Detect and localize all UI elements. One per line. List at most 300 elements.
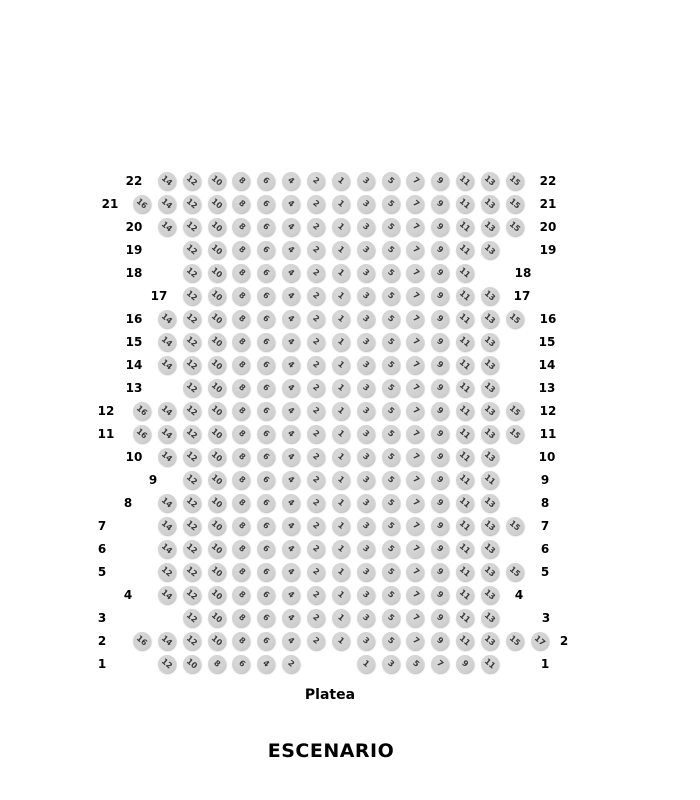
seat-row21-num4[interactable]: [282, 195, 300, 213]
seat-row22-num13[interactable]: [481, 172, 499, 190]
seat-row1-num6[interactable]: [232, 655, 250, 673]
seat-row4-num4[interactable]: [282, 586, 300, 604]
seat-row21-num9[interactable]: [431, 195, 449, 213]
seat-row19-num7[interactable]: [406, 241, 424, 259]
seat-row10-num10[interactable]: [208, 448, 226, 466]
seat-row16-num1[interactable]: [332, 310, 350, 328]
seat-row19-num3[interactable]: [357, 241, 375, 259]
seat-row3-num8[interactable]: [232, 609, 250, 627]
seat-row22-num4[interactable]: [282, 172, 300, 190]
seat-row2-num1[interactable]: [332, 632, 350, 650]
seat-row4-num3[interactable]: [357, 586, 375, 604]
seat-row9-num11[interactable]: [481, 471, 499, 489]
seat-row18-num5[interactable]: [382, 264, 400, 282]
seat-row6-num7[interactable]: [406, 540, 424, 558]
seat-row9-num8[interactable]: [232, 471, 250, 489]
seat-row11-num11[interactable]: [456, 425, 474, 443]
seat-row14-num8[interactable]: [232, 356, 250, 374]
seat-row11-num15[interactable]: [506, 425, 524, 443]
seat-row19-num1[interactable]: [332, 241, 350, 259]
seat-row18-num2[interactable]: [307, 264, 325, 282]
seat-row6-num10[interactable]: [208, 540, 226, 558]
seat-row12-num11[interactable]: [456, 402, 474, 420]
seat-row16-num10[interactable]: [208, 310, 226, 328]
seat-row9-num11[interactable]: [456, 471, 474, 489]
seat-row16-num3[interactable]: [357, 310, 375, 328]
seat-row22-num12[interactable]: [183, 172, 201, 190]
seat-row20-num4[interactable]: [282, 218, 300, 236]
seat-row22-num14[interactable]: [158, 172, 176, 190]
seat-row21-num1[interactable]: [332, 195, 350, 213]
seat-row11-num14[interactable]: [158, 425, 176, 443]
seat-row13-num2[interactable]: [307, 379, 325, 397]
seat-row2-num15[interactable]: [506, 632, 524, 650]
seat-row20-num8[interactable]: [232, 218, 250, 236]
seat-row3-num4[interactable]: [282, 609, 300, 627]
seat-row17-num6[interactable]: [257, 287, 275, 305]
seat-row16-num12[interactable]: [183, 310, 201, 328]
seat-row19-num4[interactable]: [282, 241, 300, 259]
seat-row4-num10[interactable]: [208, 586, 226, 604]
seat-row10-num12[interactable]: [183, 448, 201, 466]
seat-row5-num3[interactable]: [357, 563, 375, 581]
seat-row17-num11[interactable]: [456, 287, 474, 305]
seat-row11-num5[interactable]: [382, 425, 400, 443]
seat-row2-num12[interactable]: [183, 632, 201, 650]
seat-row12-num6[interactable]: [257, 402, 275, 420]
seat-row10-num3[interactable]: [357, 448, 375, 466]
seat-row4-num8[interactable]: [232, 586, 250, 604]
seat-row2-num17[interactable]: [531, 632, 549, 650]
seat-row18-num4[interactable]: [282, 264, 300, 282]
seat-row15-num2[interactable]: [307, 333, 325, 351]
seat-row7-num13[interactable]: [481, 517, 499, 535]
seat-row12-num3[interactable]: [357, 402, 375, 420]
seat-row21-num5[interactable]: [382, 195, 400, 213]
seat-row7-num6[interactable]: [257, 517, 275, 535]
seat-row13-num12[interactable]: [183, 379, 201, 397]
seat-row7-num10[interactable]: [208, 517, 226, 535]
seat-row14-num9[interactable]: [431, 356, 449, 374]
seat-row8-num5[interactable]: [382, 494, 400, 512]
seat-row9-num9[interactable]: [431, 471, 449, 489]
seat-row13-num3[interactable]: [357, 379, 375, 397]
seat-row22-num11[interactable]: [456, 172, 474, 190]
seat-row17-num9[interactable]: [431, 287, 449, 305]
seat-row6-num3[interactable]: [357, 540, 375, 558]
seat-row21-num8[interactable]: [232, 195, 250, 213]
seat-row20-num2[interactable]: [307, 218, 325, 236]
seat-row2-num3[interactable]: [357, 632, 375, 650]
seat-row8-num7[interactable]: [406, 494, 424, 512]
seat-row7-num9[interactable]: [431, 517, 449, 535]
seat-row6-num11[interactable]: [456, 540, 474, 558]
seat-row21-num14[interactable]: [158, 195, 176, 213]
seat-row19-num9[interactable]: [431, 241, 449, 259]
seat-row17-num2[interactable]: [307, 287, 325, 305]
seat-row4-num5[interactable]: [382, 586, 400, 604]
seat-row2-num5[interactable]: [382, 632, 400, 650]
seat-row3-num7[interactable]: [406, 609, 424, 627]
seat-row18-num12[interactable]: [183, 264, 201, 282]
seat-row7-num1[interactable]: [332, 517, 350, 535]
seat-row19-num8[interactable]: [232, 241, 250, 259]
seat-row2-num7[interactable]: [406, 632, 424, 650]
seat-row20-num7[interactable]: [406, 218, 424, 236]
seat-row7-num11[interactable]: [456, 517, 474, 535]
seat-row21-num6[interactable]: [257, 195, 275, 213]
seat-row8-num6[interactable]: [257, 494, 275, 512]
seat-row13-num5[interactable]: [382, 379, 400, 397]
seat-row20-num5[interactable]: [382, 218, 400, 236]
seat-row2-num2[interactable]: [307, 632, 325, 650]
seat-row19-num12[interactable]: [183, 241, 201, 259]
seat-row17-num4[interactable]: [282, 287, 300, 305]
seat-row6-num6[interactable]: [257, 540, 275, 558]
seat-row8-num13[interactable]: [481, 494, 499, 512]
seat-row7-num8[interactable]: [232, 517, 250, 535]
seat-row6-num12[interactable]: [183, 540, 201, 558]
seat-row16-num8[interactable]: [232, 310, 250, 328]
seat-row4-num2[interactable]: [307, 586, 325, 604]
seat-row13-num9[interactable]: [431, 379, 449, 397]
seat-row6-num1[interactable]: [332, 540, 350, 558]
seat-row16-num14[interactable]: [158, 310, 176, 328]
seat-row17-num10[interactable]: [208, 287, 226, 305]
seat-row19-num6[interactable]: [257, 241, 275, 259]
seat-row1-num5[interactable]: [406, 655, 424, 673]
seat-row16-num5[interactable]: [382, 310, 400, 328]
seat-row12-num12[interactable]: [183, 402, 201, 420]
seat-row7-num3[interactable]: [357, 517, 375, 535]
seat-row14-num14[interactable]: [158, 356, 176, 374]
seat-row10-num14[interactable]: [158, 448, 176, 466]
seat-row15-num8[interactable]: [232, 333, 250, 351]
seat-row22-num10[interactable]: [208, 172, 226, 190]
seat-row14-num12[interactable]: [183, 356, 201, 374]
seat-row8-num4[interactable]: [282, 494, 300, 512]
seat-row13-num8[interactable]: [232, 379, 250, 397]
seat-row16-num9[interactable]: [431, 310, 449, 328]
seat-row20-num11[interactable]: [456, 218, 474, 236]
seat-row22-num9[interactable]: [431, 172, 449, 190]
seat-row12-num9[interactable]: [431, 402, 449, 420]
seat-row20-num1[interactable]: [332, 218, 350, 236]
seat-row15-num10[interactable]: [208, 333, 226, 351]
seat-row4-num1[interactable]: [332, 586, 350, 604]
seat-row18-num7[interactable]: [406, 264, 424, 282]
seat-row13-num1[interactable]: [332, 379, 350, 397]
seat-row21-num10[interactable]: [208, 195, 226, 213]
seat-row5-num4[interactable]: [282, 563, 300, 581]
seat-row1-num2[interactable]: [282, 655, 300, 673]
seat-row12-num14[interactable]: [158, 402, 176, 420]
seat-row11-num2[interactable]: [307, 425, 325, 443]
seat-row2-num11[interactable]: [456, 632, 474, 650]
seat-row18-num10[interactable]: [208, 264, 226, 282]
seat-row14-num3[interactable]: [357, 356, 375, 374]
seat-row7-num5[interactable]: [382, 517, 400, 535]
seat-row22-num7[interactable]: [406, 172, 424, 190]
seat-row9-num12[interactable]: [183, 471, 201, 489]
seat-row7-num7[interactable]: [406, 517, 424, 535]
seat-row14-num1[interactable]: [332, 356, 350, 374]
seat-row11-num7[interactable]: [406, 425, 424, 443]
seat-row20-num15[interactable]: [506, 218, 524, 236]
seat-row9-num3[interactable]: [357, 471, 375, 489]
seat-row18-num6[interactable]: [257, 264, 275, 282]
seat-row17-num12[interactable]: [183, 287, 201, 305]
seat-row18-num9[interactable]: [431, 264, 449, 282]
seat-row5-num8[interactable]: [232, 563, 250, 581]
seat-row11-num3[interactable]: [357, 425, 375, 443]
seat-row8-num1[interactable]: [332, 494, 350, 512]
seat-row10-num5[interactable]: [382, 448, 400, 466]
seat-row11-num6[interactable]: [257, 425, 275, 443]
seat-row13-num7[interactable]: [406, 379, 424, 397]
seat-row3-num3[interactable]: [357, 609, 375, 627]
seat-row20-num12[interactable]: [183, 218, 201, 236]
seat-row21-num15[interactable]: [506, 195, 524, 213]
seat-row18-num1[interactable]: [332, 264, 350, 282]
seat-row15-num13[interactable]: [481, 333, 499, 351]
seat-row2-num10[interactable]: [208, 632, 226, 650]
seat-row3-num1[interactable]: [332, 609, 350, 627]
seat-row4-num7[interactable]: [406, 586, 424, 604]
seat-row9-num6[interactable]: [257, 471, 275, 489]
seat-row14-num7[interactable]: [406, 356, 424, 374]
seat-row12-num2[interactable]: [307, 402, 325, 420]
seat-row17-num8[interactable]: [232, 287, 250, 305]
seat-row15-num12[interactable]: [183, 333, 201, 351]
seat-row1-num4[interactable]: [257, 655, 275, 673]
seat-row4-num11[interactable]: [456, 586, 474, 604]
seat-row18-num3[interactable]: [357, 264, 375, 282]
seat-row11-num1[interactable]: [332, 425, 350, 443]
seat-row10-num8[interactable]: [232, 448, 250, 466]
seat-row7-num12[interactable]: [183, 517, 201, 535]
seat-row5-num5[interactable]: [382, 563, 400, 581]
seat-row7-num15[interactable]: [506, 517, 524, 535]
seat-row8-num8[interactable]: [232, 494, 250, 512]
seat-row13-num10[interactable]: [208, 379, 226, 397]
seat-row8-num12[interactable]: [183, 494, 201, 512]
seat-row1-num9[interactable]: [456, 655, 474, 673]
seat-row17-num1[interactable]: [332, 287, 350, 305]
seat-row5-num13[interactable]: [481, 563, 499, 581]
seat-row4-num13[interactable]: [481, 586, 499, 604]
seat-row5-num12[interactable]: [158, 563, 176, 581]
seat-row14-num6[interactable]: [257, 356, 275, 374]
seat-row16-num13[interactable]: [481, 310, 499, 328]
seat-row20-num13[interactable]: [481, 218, 499, 236]
seat-row20-num10[interactable]: [208, 218, 226, 236]
seat-row9-num2[interactable]: [307, 471, 325, 489]
seat-row19-num13[interactable]: [481, 241, 499, 259]
seat-row1-num10[interactable]: [183, 655, 201, 673]
seat-row11-num4[interactable]: [282, 425, 300, 443]
seat-row5-num9[interactable]: [431, 563, 449, 581]
seat-row22-num3[interactable]: [357, 172, 375, 190]
seat-row10-num1[interactable]: [332, 448, 350, 466]
seat-row9-num10[interactable]: [208, 471, 226, 489]
seat-row14-num2[interactable]: [307, 356, 325, 374]
seat-row16-num7[interactable]: [406, 310, 424, 328]
seat-row4-num6[interactable]: [257, 586, 275, 604]
seat-row6-num2[interactable]: [307, 540, 325, 558]
seat-row7-num2[interactable]: [307, 517, 325, 535]
seat-row1-num8[interactable]: [208, 655, 226, 673]
seat-row3-num12[interactable]: [183, 609, 201, 627]
seat-row1-num1[interactable]: [357, 655, 375, 673]
seat-row3-num5[interactable]: [382, 609, 400, 627]
seat-row4-num14[interactable]: [158, 586, 176, 604]
seat-row11-num10[interactable]: [208, 425, 226, 443]
seat-row10-num2[interactable]: [307, 448, 325, 466]
seat-row21-num2[interactable]: [307, 195, 325, 213]
seat-row22-num8[interactable]: [232, 172, 250, 190]
seat-row15-num5[interactable]: [382, 333, 400, 351]
seat-row21-num3[interactable]: [357, 195, 375, 213]
seat-row16-num2[interactable]: [307, 310, 325, 328]
seat-row8-num2[interactable]: [307, 494, 325, 512]
seat-row3-num9[interactable]: [431, 609, 449, 627]
seat-row9-num5[interactable]: [382, 471, 400, 489]
seat-row4-num12[interactable]: [183, 586, 201, 604]
seat-row10-num4[interactable]: [282, 448, 300, 466]
seat-row2-num4[interactable]: [282, 632, 300, 650]
seat-row3-num11[interactable]: [456, 609, 474, 627]
seat-row13-num13[interactable]: [481, 379, 499, 397]
seat-row5-num12[interactable]: [183, 563, 201, 581]
seat-row22-num6[interactable]: [257, 172, 275, 190]
seat-row14-num5[interactable]: [382, 356, 400, 374]
seat-row16-num6[interactable]: [257, 310, 275, 328]
seat-row5-num1[interactable]: [332, 563, 350, 581]
seat-row19-num10[interactable]: [208, 241, 226, 259]
seat-row10-num7[interactable]: [406, 448, 424, 466]
seat-row22-num15[interactable]: [506, 172, 524, 190]
seat-row20-num9[interactable]: [431, 218, 449, 236]
seat-row2-num8[interactable]: [232, 632, 250, 650]
seat-row14-num13[interactable]: [481, 356, 499, 374]
seat-row10-num11[interactable]: [456, 448, 474, 466]
seat-row5-num2[interactable]: [307, 563, 325, 581]
seat-row8-num14[interactable]: [158, 494, 176, 512]
seat-row5-num7[interactable]: [406, 563, 424, 581]
seat-row5-num6[interactable]: [257, 563, 275, 581]
seat-row10-num6[interactable]: [257, 448, 275, 466]
seat-row11-num8[interactable]: [232, 425, 250, 443]
seat-row7-num4[interactable]: [282, 517, 300, 535]
seat-row9-num4[interactable]: [282, 471, 300, 489]
seat-row3-num2[interactable]: [307, 609, 325, 627]
seat-row21-num7[interactable]: [406, 195, 424, 213]
seat-row15-num3[interactable]: [357, 333, 375, 351]
seat-row17-num7[interactable]: [406, 287, 424, 305]
seat-row12-num16[interactable]: [133, 402, 151, 420]
seat-row3-num13[interactable]: [481, 609, 499, 627]
seat-row2-num9[interactable]: [431, 632, 449, 650]
seat-row6-num13[interactable]: [481, 540, 499, 558]
seat-row20-num3[interactable]: [357, 218, 375, 236]
seat-row6-num14[interactable]: [158, 540, 176, 558]
seat-row10-num9[interactable]: [431, 448, 449, 466]
seat-row12-num15[interactable]: [506, 402, 524, 420]
seat-row10-num13[interactable]: [481, 448, 499, 466]
seat-row11-num16[interactable]: [133, 425, 151, 443]
seat-row13-num6[interactable]: [257, 379, 275, 397]
seat-row8-num10[interactable]: [208, 494, 226, 512]
seat-row6-num8[interactable]: [232, 540, 250, 558]
seat-row20-num6[interactable]: [257, 218, 275, 236]
seat-row17-num3[interactable]: [357, 287, 375, 305]
seat-row11-num12[interactable]: [183, 425, 201, 443]
seat-row15-num11[interactable]: [456, 333, 474, 351]
seat-row15-num9[interactable]: [431, 333, 449, 351]
seat-row2-num16[interactable]: [133, 632, 151, 650]
seat-row21-num11[interactable]: [456, 195, 474, 213]
seat-row12-num4[interactable]: [282, 402, 300, 420]
seat-row17-num13[interactable]: [481, 287, 499, 305]
seat-row15-num6[interactable]: [257, 333, 275, 351]
seat-row3-num10[interactable]: [208, 609, 226, 627]
seat-row7-num14[interactable]: [158, 517, 176, 535]
seat-row3-num6[interactable]: [257, 609, 275, 627]
seat-row15-num7[interactable]: [406, 333, 424, 351]
seat-row15-num14[interactable]: [158, 333, 176, 351]
seat-row12-num7[interactable]: [406, 402, 424, 420]
seat-row18-num11[interactable]: [456, 264, 474, 282]
seat-row8-num11[interactable]: [456, 494, 474, 512]
seat-row5-num10[interactable]: [208, 563, 226, 581]
seat-row20-num14[interactable]: [158, 218, 176, 236]
seat-row5-num11[interactable]: [456, 563, 474, 581]
seat-row15-num4[interactable]: [282, 333, 300, 351]
seat-row22-num2[interactable]: [307, 172, 325, 190]
seat-row8-num9[interactable]: [431, 494, 449, 512]
seat-row21-num13[interactable]: [481, 195, 499, 213]
seat-row19-num5[interactable]: [382, 241, 400, 259]
seat-row6-num4[interactable]: [282, 540, 300, 558]
seat-row8-num3[interactable]: [357, 494, 375, 512]
seat-row15-num1[interactable]: [332, 333, 350, 351]
seat-row13-num11[interactable]: [456, 379, 474, 397]
seat-row16-num11[interactable]: [456, 310, 474, 328]
seat-row12-num1[interactable]: [332, 402, 350, 420]
seat-row5-num15[interactable]: [506, 563, 524, 581]
seat-row12-num8[interactable]: [232, 402, 250, 420]
seat-row14-num10[interactable]: [208, 356, 226, 374]
seat-row12-num10[interactable]: [208, 402, 226, 420]
seat-row22-num1[interactable]: [332, 172, 350, 190]
seat-row11-num13[interactable]: [481, 425, 499, 443]
seat-row6-num5[interactable]: [382, 540, 400, 558]
seat-row19-num2[interactable]: [307, 241, 325, 259]
seat-row18-num8[interactable]: [232, 264, 250, 282]
seat-row21-num12[interactable]: [183, 195, 201, 213]
seat-row14-num11[interactable]: [456, 356, 474, 374]
seat-row4-num9[interactable]: [431, 586, 449, 604]
seat-row17-num5[interactable]: [382, 287, 400, 305]
seat-row2-num13[interactable]: [481, 632, 499, 650]
seat-row13-num4[interactable]: [282, 379, 300, 397]
seat-row11-num9[interactable]: [431, 425, 449, 443]
seat-row2-num14[interactable]: [158, 632, 176, 650]
seat-row9-num1[interactable]: [332, 471, 350, 489]
seat-row12-num5[interactable]: [382, 402, 400, 420]
seat-row22-num5[interactable]: [382, 172, 400, 190]
